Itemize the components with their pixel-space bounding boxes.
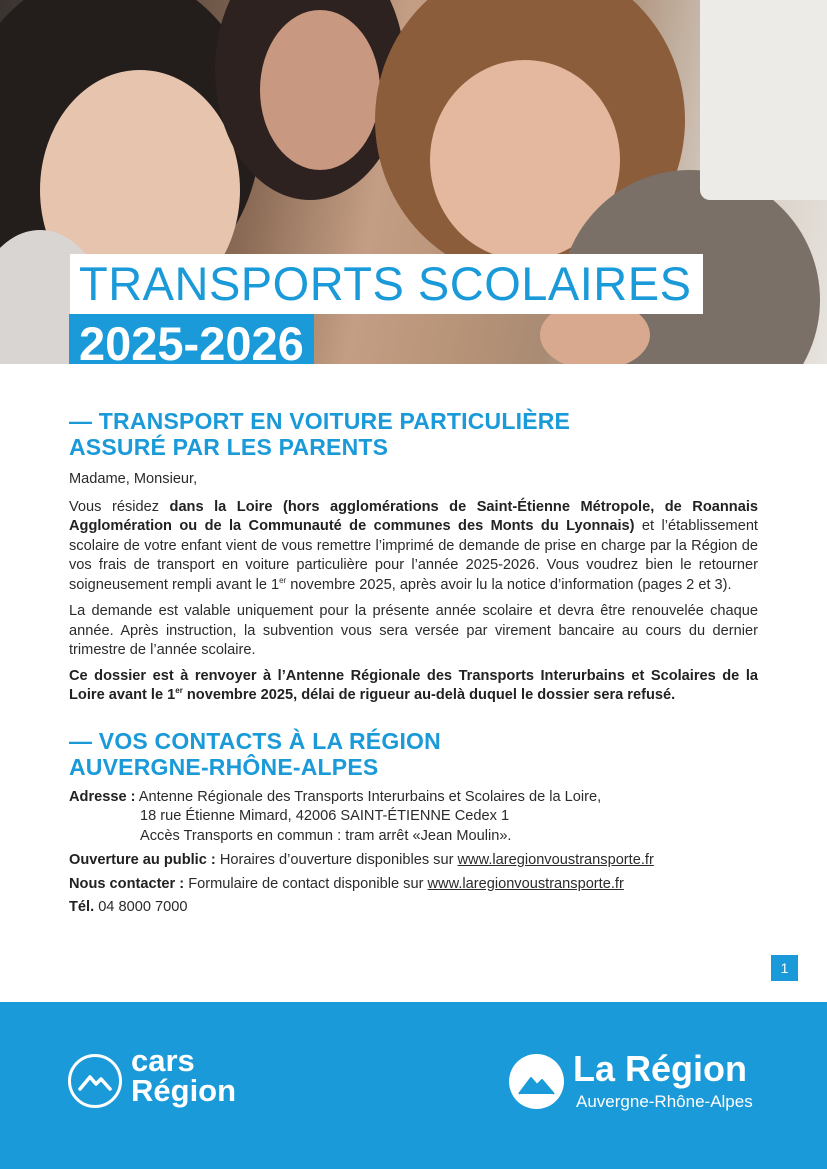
paragraph-deadline: Ce dossier est à renvoyer à l’Antenne Régionale des Transports Interurbains et Scolaires de la Loire avant le 1er novembre 2025, délai de rigueur au-delà duquel le dossier sera refusé. (69, 667, 758, 703)
hero-photo (0, 0, 827, 364)
salutation: Madame, Monsieur, (69, 471, 198, 487)
title-banner (70, 254, 703, 314)
school-year: 2025-2026 (79, 317, 304, 364)
cars-region-wordmark: cars Région (131, 1043, 237, 1108)
main-content (69, 408, 758, 918)
address-line-3: Accès Transports en commun : tram arrêt «Jean Moulin». (140, 827, 512, 844)
paragraph-validity: La demande est valable uniquement pour la présente année scolaire et devra être renouvelée chaque année. Après instruction, la subvention vous sera versée par virement bancaire au cours du dernier trimestre de l’année scolaire. (69, 603, 758, 658)
contact-form: Nous contacter : Formulaire de contact disponible sur www.laregionvoustransporte.fr (69, 875, 624, 892)
section-heading-transport: — TRANSPORT EN VOITURE PARTICULIÈRE ASSURÉ PAR LES PARENTS (69, 408, 571, 460)
section-heading-contacts: — VOS CONTACTS À LA RÉGION AUVERGNE-RHÔNE-ALPES (69, 727, 441, 780)
address-block (69, 788, 758, 847)
telephone: Tél. 04 8000 7000 (69, 899, 188, 915)
la-region-logo-icon (509, 1054, 564, 1109)
la-region-wordmark: La Région (573, 1048, 748, 1089)
page-title: TRANSPORTS SCOLAIRES (79, 257, 692, 310)
address-label: Adresse : (69, 788, 136, 805)
la-region-subtitle: Auvergne-Rhône-Alpes (576, 1092, 753, 1111)
opening-hours: Ouverture au public : Horaires d’ouverture disponibles sur www.laregionvoustransporte.fr (69, 852, 654, 868)
footer-banner (0, 1002, 827, 1169)
cars-region-logo-icon (68, 1054, 122, 1108)
window-light (700, 0, 827, 200)
contact-link[interactable]: www.laregionvoustransporte.fr (427, 875, 624, 892)
address-line-2: 18 rue Étienne Mimard, 42006 SAINT-ÉTIENNE Cedex 1 (140, 808, 510, 824)
opening-link[interactable]: www.laregionvoustransporte.fr (457, 852, 654, 868)
face-middle (260, 10, 380, 170)
address-line-1: Antenne Régionale des Transports Interurbains et Scolaires de la Loire, (138, 788, 602, 805)
page-number: 1 (771, 955, 798, 981)
paragraph-residence: Vous résidez dans la Loire (hors agglomérations de Saint-Étienne Métropole, de Roannais Agglomération ou de la Communauté de communes des Monts du Lyonnais) et l’établissement scolaire de votre enfant vient de vous remettre l’imprimé de demande de prise en charge par la Région de vos frais de transport en voiture particulière pour l’année 2025-2026. Vous voudrez bien le retourner soigneusement rempli avant le 1er novembre 2025, après avoir lu la notice d’information (pages 2 et 3). (69, 498, 758, 593)
year-banner (69, 314, 314, 364)
